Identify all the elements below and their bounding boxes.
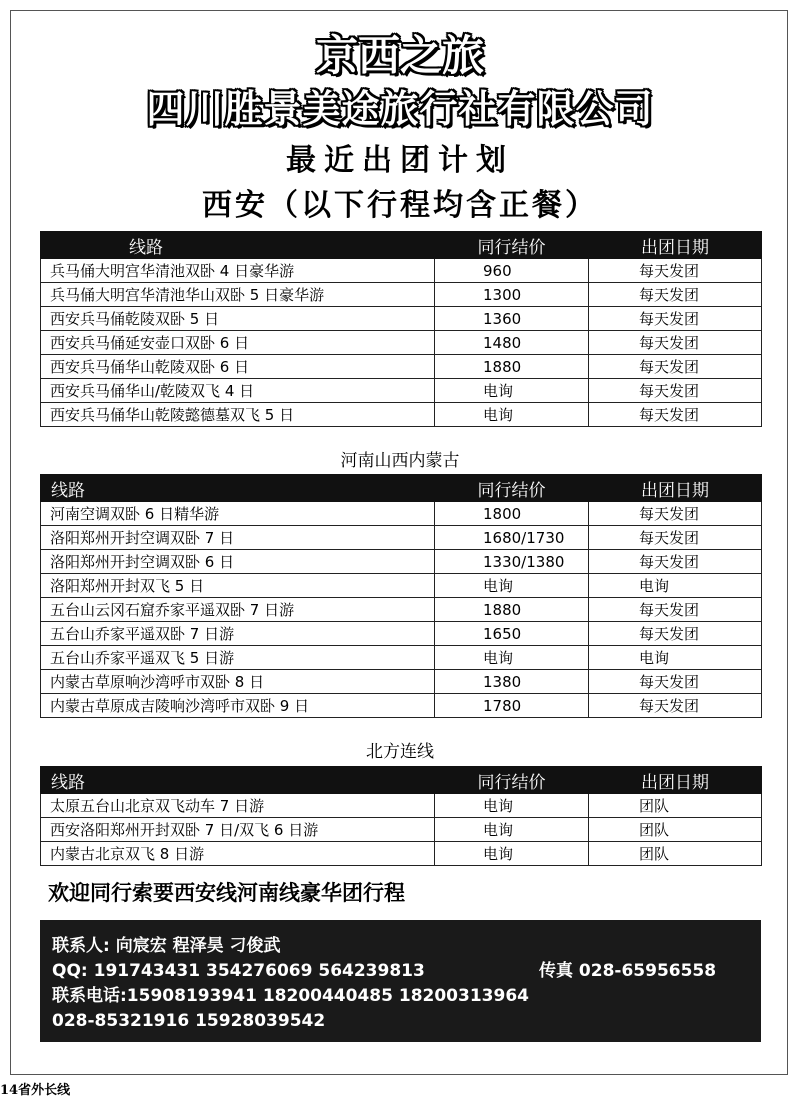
date-cell: 团队 xyxy=(589,818,762,842)
table-row xyxy=(41,670,762,694)
table-row xyxy=(41,550,762,574)
date-cell: 电询 xyxy=(589,646,762,670)
route-cell: 洛阳郑州开封双飞 5 日 xyxy=(41,574,435,598)
date-column-header: 出团日期 xyxy=(589,475,762,502)
price-cell: 1650 xyxy=(435,622,589,646)
table-row xyxy=(41,694,762,718)
price-column-header: 同行结价 xyxy=(435,475,589,502)
price-cell: 960 xyxy=(435,259,589,283)
date-cell: 每天发团 xyxy=(589,670,762,694)
table-row xyxy=(41,502,762,526)
route-cell: 河南空调双卧 6 日精华游 xyxy=(41,502,435,526)
table-header-row xyxy=(41,767,762,794)
route-cell: 西安兵马俑延安壶口双卧 6 日 xyxy=(41,331,435,355)
route-cell: 西安兵马俑华山乾陵双卧 6 日 xyxy=(41,355,435,379)
route-cell: 内蒙古草原响沙湾呼市双卧 8 日 xyxy=(41,670,435,694)
route-cell: 西安兵马俑华山/乾陵双飞 4 日 xyxy=(41,379,435,403)
price-cell: 电询 xyxy=(435,794,589,818)
contact-phones: 联系电话:15908193941 18200440485 18200313964 xyxy=(52,986,529,1006)
route-cell: 西安兵马俑乾陵双卧 5 日 xyxy=(41,307,435,331)
henan-route-table xyxy=(40,474,762,718)
route-cell: 五台山乔家平遥双卧 7 日游 xyxy=(41,622,435,646)
date-cell: 每天发团 xyxy=(589,502,762,526)
contact-fax: 传真 028-65956558 xyxy=(539,961,717,981)
north-route-table xyxy=(40,766,762,866)
table-row xyxy=(41,622,762,646)
route-column-header: 线路 xyxy=(41,475,435,502)
route-cell: 西安兵马俑华山乾陵懿德墓双飞 5 日 xyxy=(41,403,435,427)
price-cell: 1680/1730 xyxy=(435,526,589,550)
date-cell: 每天发团 xyxy=(589,403,762,427)
route-cell: 内蒙古北京双飞 8 日游 xyxy=(41,842,435,866)
table-row xyxy=(41,307,762,331)
table-row xyxy=(41,818,762,842)
price-column-header: 同行结价 xyxy=(435,767,589,794)
route-cell: 洛阳郑州开封空调双卧 6 日 xyxy=(41,550,435,574)
date-cell: 每天发团 xyxy=(589,379,762,403)
table-row xyxy=(41,574,762,598)
table-row xyxy=(41,403,762,427)
table-row xyxy=(41,331,762,355)
route-column-header: 线路 xyxy=(41,767,435,794)
price-cell: 1300 xyxy=(435,283,589,307)
route-cell: 太原五台山北京双飞动车 7 日游 xyxy=(41,794,435,818)
route-cell: 五台山云冈石窟乔家平遥双卧 7 日游 xyxy=(41,598,435,622)
xian-route-table xyxy=(40,231,762,427)
table-row xyxy=(41,379,762,403)
date-cell: 每天发团 xyxy=(589,694,762,718)
region-heading: 西安（以下行程均含正餐） xyxy=(202,188,598,223)
date-cell: 每天发团 xyxy=(589,307,762,331)
price-cell: 电询 xyxy=(435,403,589,427)
date-cell: 团队 xyxy=(589,794,762,818)
table-row xyxy=(41,526,762,550)
table-row xyxy=(41,842,762,866)
route-cell: 兵马俑大明宫华清池双卧 4 日豪华游 xyxy=(41,259,435,283)
table-row xyxy=(41,646,762,670)
section-title-north: 北方连线 xyxy=(366,742,434,762)
date-cell: 每天发团 xyxy=(589,355,762,379)
price-cell: 1880 xyxy=(435,355,589,379)
price-cell: 1880 xyxy=(435,598,589,622)
contact-box xyxy=(40,920,761,1042)
plan-heading: 最近出团计划 xyxy=(286,143,514,178)
route-cell: 五台山乔家平遥双飞 5 日游 xyxy=(41,646,435,670)
table-row xyxy=(41,794,762,818)
contact-phones-2: 028-85321916 15928039542 xyxy=(52,1011,326,1031)
price-cell: 电询 xyxy=(435,842,589,866)
price-cell: 电询 xyxy=(435,574,589,598)
date-cell: 每天发团 xyxy=(589,598,762,622)
table-header-row xyxy=(41,475,762,502)
route-cell: 洛阳郑州开封空调双卧 7 日 xyxy=(41,526,435,550)
date-cell: 每天发团 xyxy=(589,622,762,646)
date-cell: 每天发团 xyxy=(589,526,762,550)
table-row xyxy=(41,355,762,379)
route-cell: 兵马俑大明宫华清池华山双卧 5 日豪华游 xyxy=(41,283,435,307)
price-cell: 电询 xyxy=(435,818,589,842)
contact-qq: QQ: 191743431 354276069 564239813 xyxy=(52,961,425,981)
contact-people: 联系人: 向宸宏 程泽昊 刁俊武 xyxy=(52,936,281,956)
contact-qq-line xyxy=(52,959,761,984)
date-cell: 每天发团 xyxy=(589,550,762,574)
page-footer: 14省外长线 xyxy=(0,1083,71,1098)
price-cell: 电询 xyxy=(435,646,589,670)
price-cell: 1780 xyxy=(435,694,589,718)
date-cell: 每天发团 xyxy=(589,331,762,355)
date-column-header: 出团日期 xyxy=(589,232,762,259)
price-cell: 1480 xyxy=(435,331,589,355)
date-column-header: 出团日期 xyxy=(589,767,762,794)
price-column-header: 同行结价 xyxy=(435,232,589,259)
price-cell: 1380 xyxy=(435,670,589,694)
table-header-row xyxy=(41,232,762,259)
date-cell: 电询 xyxy=(589,574,762,598)
price-cell: 1800 xyxy=(435,502,589,526)
table-row xyxy=(41,259,762,283)
date-cell: 团队 xyxy=(589,842,762,866)
route-cell: 西安洛阳郑州开封双卧 7 日/双飞 6 日游 xyxy=(41,818,435,842)
table-row xyxy=(41,598,762,622)
section-title-henan: 河南山西内蒙古 xyxy=(340,451,460,471)
price-cell: 1330/1380 xyxy=(435,550,589,574)
price-cell: 1360 xyxy=(435,307,589,331)
date-cell: 每天发团 xyxy=(589,259,762,283)
welcome-banner: 欢迎同行索要西安线河南线豪华团行程 xyxy=(48,881,405,905)
route-column-header: 线路 xyxy=(41,232,435,259)
price-cell: 电询 xyxy=(435,379,589,403)
company-name: 四川胜景美途旅行社有限公司 xyxy=(146,87,654,131)
route-cell: 内蒙古草原成吉陵响沙湾呼市双卧 9 日 xyxy=(41,694,435,718)
brand-title: 京西之旅 xyxy=(315,31,484,80)
date-cell: 每天发团 xyxy=(589,283,762,307)
table-row xyxy=(41,283,762,307)
